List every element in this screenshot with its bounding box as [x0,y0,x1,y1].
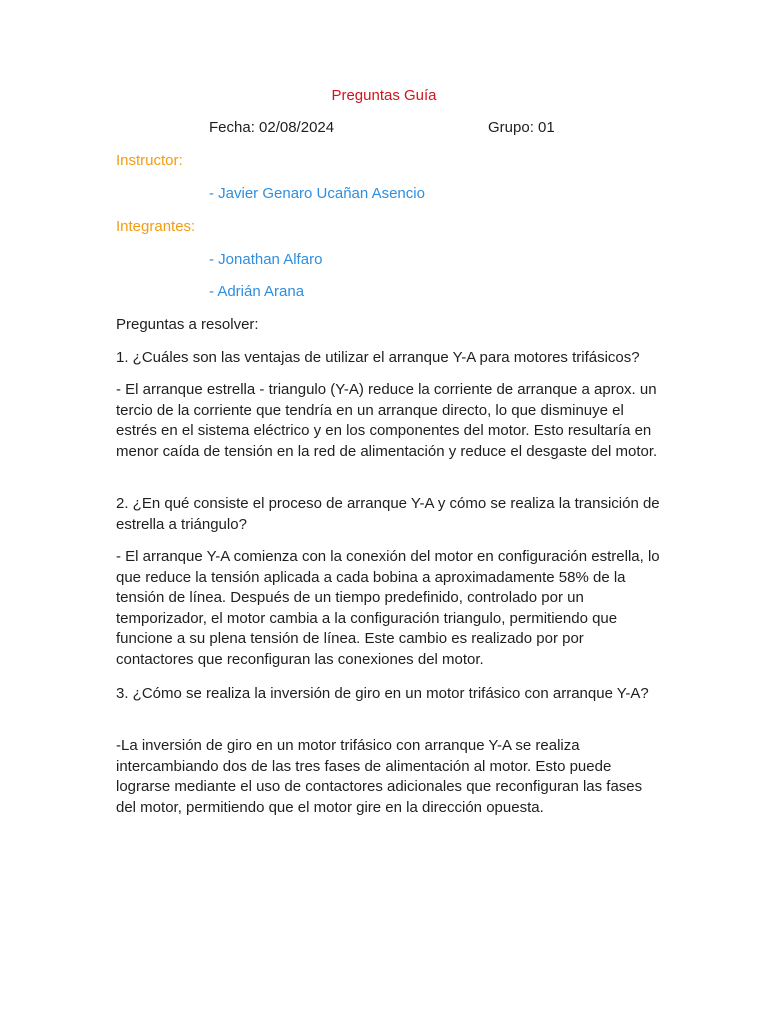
instructor-name: - Javier Genaro Ucañan Asencio [209,185,425,202]
questions-heading: Preguntas a resolver: [116,316,259,333]
answer-3: -La inversión de giro en un motor trifásico con arranque Y-A se realiza intercambiando dos de las tres fases de alimentación al motor. Esto puede lograrse mediante el uso de contactores adicionales que reconfiguran las fases del motor, permitiendo que el motor gire en la dirección opuesta. [116,737,643,816]
question-2: 2. ¿En qué consiste el proceso de arranque Y-A y cómo se realiza la transición de estrella a triángulo? [116,495,660,533]
group-field: Grupo: 01 [488,119,555,136]
question-1: 1. ¿Cuáles son las ventajas de utilizar el arranque Y-A para motores trifásicos? [116,349,640,366]
member-name: - Jonathan Alfaro [209,251,323,268]
answer-1: - El arranque estrella - triangulo (Y-A) reduce la corriente de arranque a aprox. un tercio de la corriente que tendría en un arranque directo, lo que disminuye el estrés en el sistema eléctrico y en los componentes del motor. Esto resultaría en menor caída de tensión en la red de alimentación y reduce el desgaste del motor. [116,381,658,460]
member-name: - Adrián Arana [209,283,305,300]
question-3: 3. ¿Cómo se realiza la inversión de giro en un motor trifásico con arranque Y-A? [116,685,649,702]
instructor-label: Instructor: [116,152,183,169]
date-field: Fecha: 02/08/2024 [209,119,335,136]
answer-2: - El arranque Y-A comienza con la conexión del motor en configuración estrella, lo que reduce la tensión aplicada a cada bobina a aproximadamente 58% de la tensión de línea. Después de un tiempo predefinido, controlado por un temporizador, el motor cambia a la configuración triangulo, permitiendo que funcione a su plena tensión de línea. Este cambio es realizado por por contactores que reconfiguran las conexiones del motor. [116,548,660,668]
members-label: Integrantes: [116,218,196,235]
document-title: Preguntas Guía [331,87,437,104]
